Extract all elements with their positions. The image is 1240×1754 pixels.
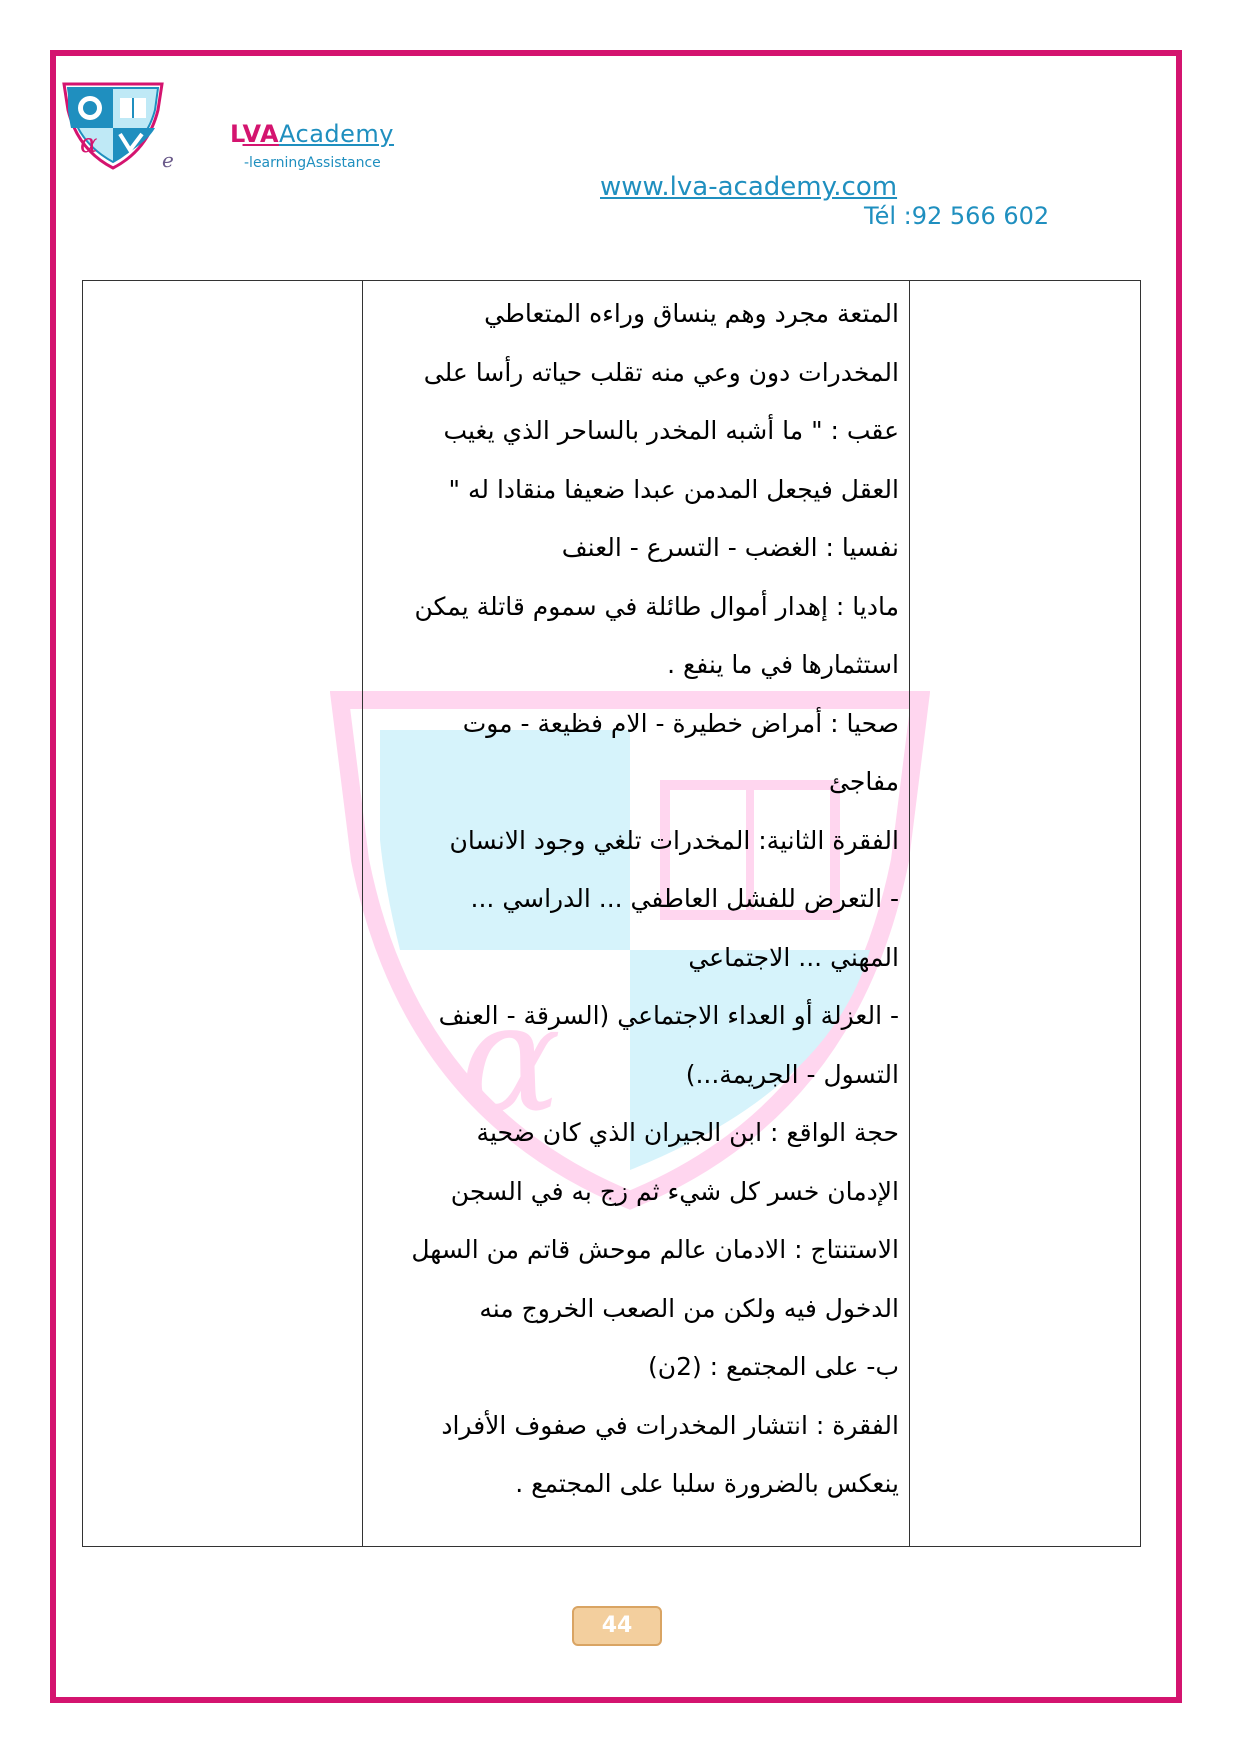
brand-tagline: -learningAssistance bbox=[244, 155, 381, 171]
svg-text:α: α bbox=[80, 129, 98, 159]
text-line: - التعرض للفشل العاطفي ... الدراسي ... bbox=[470, 884, 899, 913]
text-line: العقل فيجعل المدمن عبدا ضعيفا منقادا له " bbox=[448, 474, 899, 504]
text-line: الاستنتاج : الادمان عالم موحش قاتم من السهل bbox=[411, 1235, 899, 1264]
brand-letters-va: VA bbox=[242, 120, 280, 148]
text-line: المهني ... الاجتماعي bbox=[688, 942, 899, 972]
text-line: التسول - الجريمة...) bbox=[685, 1059, 899, 1089]
text-line: الدخول فيه ولكن من الصعب الخروج منه bbox=[479, 1293, 899, 1323]
svg-text:α: α bbox=[460, 972, 562, 1146]
text-line: مفاجئ bbox=[829, 767, 899, 796]
text-lines bbox=[363, 281, 909, 1514]
text-line: نفسيا : الغضب - التسرع - العنف bbox=[561, 533, 899, 562]
text-line: صحيا : أمراض خطيرة - الام فظيعة - موت bbox=[462, 708, 899, 738]
brand-letter-l: L bbox=[230, 120, 243, 148]
text-line: الفقرة : انتشار المخدرات في صفوف الأفراد bbox=[441, 1410, 899, 1440]
table-cell-right bbox=[910, 281, 1141, 1547]
text-line: المخدرات دون وعي منه تقلب حياته رأسا على bbox=[423, 357, 899, 387]
text-line: - العزلة أو العداء الاجتماعي (السرقة - العنف bbox=[438, 1001, 899, 1030]
text-line: عقب : " ما أشبه المخدر بالساحر الذي يغيب bbox=[443, 416, 899, 445]
brand-name bbox=[230, 120, 394, 148]
table-cell-content bbox=[363, 281, 910, 1547]
text-line: الإدمان خسر كل شيء ثم زج به في السجن bbox=[450, 1176, 899, 1206]
logo-letter: e bbox=[162, 148, 174, 172]
academy-shield-logo bbox=[58, 80, 168, 170]
text-line: ب- على المجتمع : (2ن) bbox=[647, 1352, 899, 1381]
website-link[interactable]: www.lva-academy.com bbox=[600, 172, 898, 202]
table-cell-left bbox=[83, 281, 363, 1547]
content-table bbox=[82, 280, 1141, 1547]
text-line: المتعة مجرد وهم ينساق وراءه المتعاطي bbox=[484, 299, 899, 328]
text-line: استثمارها في ما ينفع . bbox=[667, 650, 899, 679]
table-row bbox=[83, 281, 1141, 1547]
text-line: ماديا : إهدار أموال طائلة في سموم قاتلة يمكن bbox=[414, 591, 899, 621]
text-line: الفقرة الثانية: المخدرات تلغي وجود الانسان bbox=[449, 825, 899, 855]
text-line: ينعكس بالضرورة سلبا على المجتمع . bbox=[515, 1469, 899, 1498]
brand-word-academy: Academy bbox=[279, 120, 395, 148]
page-number-badge: 44 bbox=[572, 1606, 662, 1646]
phone-number: Tél :92 566 602 bbox=[864, 202, 1050, 230]
text-line: حجة الواقع : ابن الجيران الذي كان ضحية bbox=[476, 1118, 899, 1147]
